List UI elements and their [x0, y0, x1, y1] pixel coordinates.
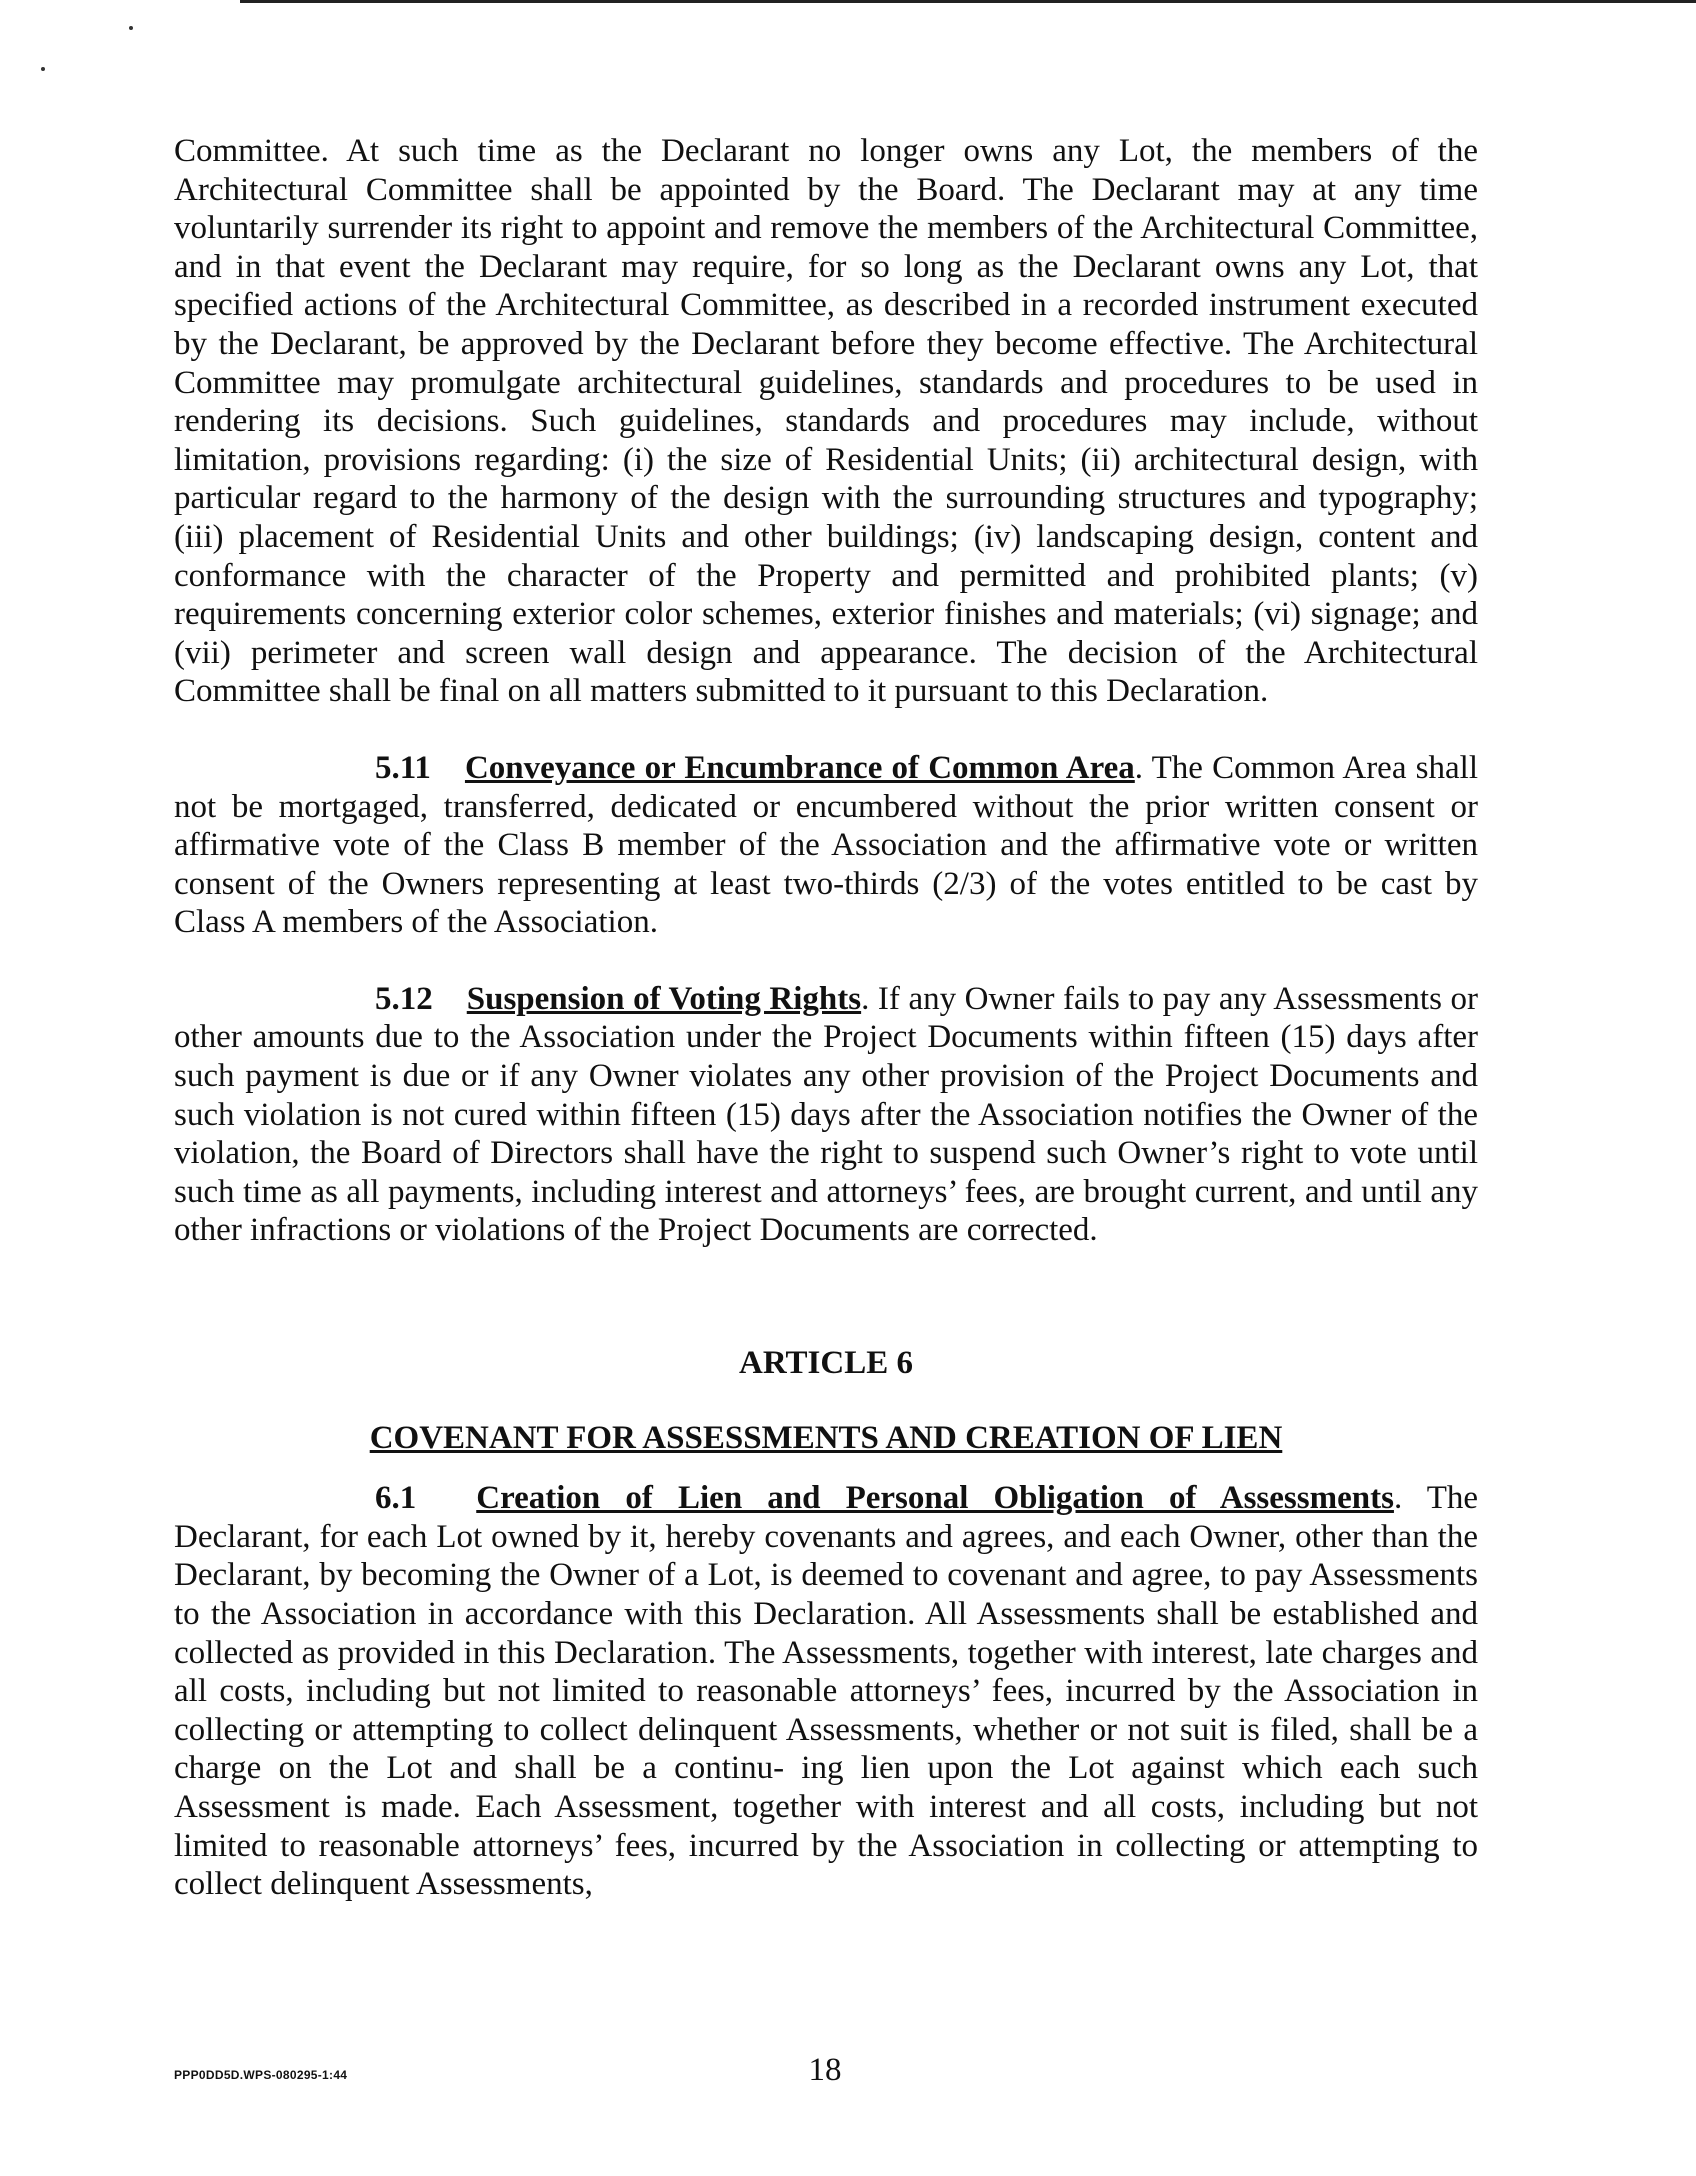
- document-body: [174, 132, 1478, 1904]
- section-5-12: [174, 980, 1478, 1250]
- section-body: . The Common Area shall not be mortgaged, transferred, dedicated or encumbered without the prior written consent or affirmative vote of the Class B member of the Association and the affirmative vote or written consent of the Owners representing at least two-thirds (2/3) of the votes entitled to be cast by Class A members of the Association.: [174, 749, 1478, 941]
- section-number: 5.11: [375, 749, 431, 786]
- section-title: Suspension of Voting Rights: [466, 980, 862, 1017]
- article-title: COVENANT FOR ASSESSMENTS AND CREATION OF LIEN: [369, 1419, 1283, 1456]
- opening-paragraph: Committee. At such time as the Declarant no longer owns any Lot, the members of the Architectural Committee shall be appointed by the Board. The Declarant may at any time voluntarily surrender its right to appoint and remove the members of the Architectural Committee, and in that event the Declarant may require, for so long as the Declarant owns any Lot, that specified actions of the Architectural Committee, as described in a recorded instrument executed by the Declarant, be approved by the Declarant before they become effective. The Architectural Committee may promulgate architectural guidelines, standards and procedures to be used in rendering its decisions. Such guidelines, standards and procedures may include, without limitation, provisions regarding: (i) the size of Residential Units; (ii) architectural design, with particular regard to the harmony of the design with the surrounding structures and typography; (iii) placement of Residential Units and other buildings; (iv) landscaping design, content and conformance with the character of the Property and permitted and prohibited plants; (v) requirements concerning exterior color schemes, exterior finishes and materials; (vi) signage; and (vii) perimeter and screen wall design and appearance. The decision of the Architectural Committee shall be final on all matters submitted to it pursuant to this Declaration.: [174, 133, 1478, 710]
- section-5-11: [174, 749, 1478, 942]
- section-body: . The Declarant, for each Lot owned by it, hereby covenants and agrees, and each Owner, other than the Declarant, by becoming the Owner of a Lot, is deemed to covenant and agree, to pay Assessments to the Association in accordance with this Declaration. All Assessments shall be established and collected as provided in this Declaration. The Assessments, together with interest, late charges and all costs, including but not limited to reasonable attorneys’ fees, incurred by the Association in collecting or attempting to collect delinquent Assessments, whether or not suit is filed, shall be a charge on the Lot and shall be a continu- ing lien upon the Lot against which each such Assessment is made. Each Assessment, together with interest and all costs, including but not limited to reasonable attorneys’ fees, incurred by the Association in collecting or attempting to collect delinquent Assessments,: [174, 1480, 1479, 1903]
- scan-speck: [41, 67, 45, 71]
- section-body: . If any Owner fails to pay any Assessments or other amounts due to the Association under the Project Documents within fifteen (15) days after such payment is due or if any Owner violates any other provision of the Project Documents and such violation is not cured within fifteen (15) days after the Association notifies the Owner of the violation, the Board of Directors shall have the right to suspend such Owner’s right to vote until such time as all payments, including interest and attorneys’ fees, are brought current, and until any other infractions or violations of the Project Documents are corrected.: [174, 980, 1479, 1249]
- top-edge-rule: [240, 0, 1696, 3]
- scan-speck: [129, 26, 133, 30]
- section-title: Creation of Lien and Personal Obligation of Assessments: [476, 1480, 1394, 1517]
- page-number: 18: [808, 2052, 842, 2088]
- document-code: PPP0DD5D.WPS-080295-1:44: [174, 2068, 348, 2082]
- article-number: ARTICLE 6: [739, 1345, 913, 1382]
- section-6-1: [174, 1479, 1478, 1904]
- section-number: 6.1: [375, 1480, 417, 1517]
- section-title: Conveyance or Encumbrance of Common Area: [464, 749, 1135, 786]
- section-number: 5.12: [375, 980, 433, 1017]
